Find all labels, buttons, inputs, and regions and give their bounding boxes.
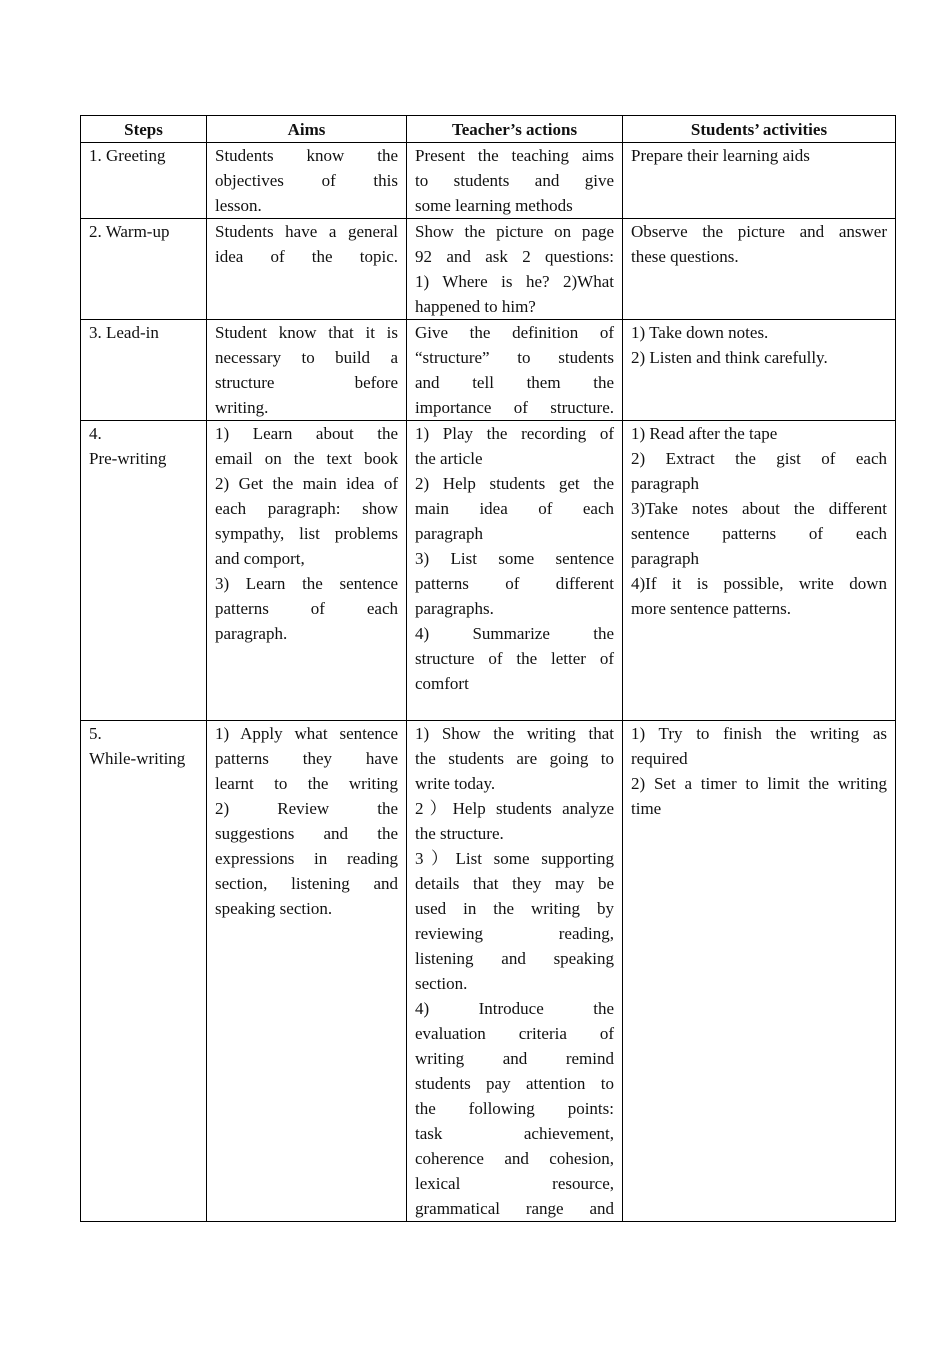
teacher-line: coherence and cohesion, xyxy=(415,1149,614,1168)
teacher-line: 2) Help students get the xyxy=(415,474,614,493)
students-cell xyxy=(623,143,896,219)
aims-line: 2) Review the xyxy=(215,799,398,818)
aims-line: each paragraph: show xyxy=(215,499,398,518)
teacher-line: Present the teaching aims xyxy=(415,146,614,165)
students-line: sentence patterns of each xyxy=(631,524,887,543)
aims-line: learnt to the writing xyxy=(215,774,398,793)
aims-line: 1) Learn about the xyxy=(215,424,398,443)
teacher-line: paragraph xyxy=(415,524,483,543)
aims-line: email on the text book xyxy=(215,449,398,468)
students-line: Prepare their learning aids xyxy=(631,146,810,165)
students-line: 1) Try to finish the writing as xyxy=(631,724,887,743)
students-line: more sentence patterns. xyxy=(631,599,792,618)
aims-line: Students have a general xyxy=(215,222,398,241)
teacher-line: listening and speaking xyxy=(415,949,614,968)
aims-cell xyxy=(207,320,407,421)
teacher-line: and tell them the xyxy=(415,373,614,392)
teacher-line: used in the writing by xyxy=(415,899,614,918)
teacher-line: evaluation criteria of xyxy=(415,1024,614,1043)
aims-line: Students know the xyxy=(215,146,398,165)
step-line: 5. xyxy=(89,724,102,743)
teacher-line: the following points: xyxy=(415,1099,614,1118)
teacher-cell xyxy=(407,421,623,721)
students-cell xyxy=(623,219,896,320)
header-teacher-actions: Teacher’s actions xyxy=(407,116,623,143)
teacher-line: the structure. xyxy=(415,824,504,843)
aims-line: lesson. xyxy=(215,196,262,215)
aims-line: writing. xyxy=(215,398,269,417)
teacher-line: 1) Show the writing that xyxy=(415,724,614,743)
students-line: 2) Extract the gist of each xyxy=(631,449,887,468)
teacher-cell xyxy=(407,219,623,320)
aims-line: necessary to build a xyxy=(215,348,398,367)
teacher-line: importance of structure. xyxy=(415,398,614,417)
students-line: required xyxy=(631,749,688,768)
step-line: 4. xyxy=(89,424,102,443)
teacher-line: the article xyxy=(415,449,483,468)
teacher-line: Give the definition of xyxy=(415,323,614,342)
aims-line: Student know that it is xyxy=(215,323,398,342)
aims-line: 1) Apply what sentence xyxy=(215,724,398,743)
teacher-line: writing and remind xyxy=(415,1049,614,1068)
teacher-line: 3）List some supporting xyxy=(415,849,614,868)
aims-line: 2) Get the main idea of xyxy=(215,474,398,493)
teacher-line: 2）Help students analyze xyxy=(415,799,614,818)
aims-line: patterns of each xyxy=(215,599,398,618)
teacher-line: write today. xyxy=(415,774,496,793)
table-row xyxy=(81,421,896,721)
step-line: While-writing xyxy=(89,749,186,768)
aims-line: idea of the topic. xyxy=(215,247,398,266)
teacher-line: patterns of different xyxy=(415,574,614,593)
lesson-plan-table xyxy=(80,115,896,1222)
aims-line: expressions in reading xyxy=(215,849,398,868)
step-line: 3. Lead-in xyxy=(89,323,159,342)
teacher-line: lexical resource, xyxy=(415,1174,614,1193)
teacher-line: happened to him? xyxy=(415,297,536,316)
aims-line: speaking section. xyxy=(215,899,333,918)
teacher-line: 3) List some sentence xyxy=(415,549,614,568)
students-cell xyxy=(623,320,896,421)
students-line: 3)Take notes about the different xyxy=(631,499,887,518)
students-line: paragraph xyxy=(631,549,699,568)
teacher-line: 1) Where is he? 2)What xyxy=(415,272,614,291)
teacher-line: 4) Summarize the xyxy=(415,624,614,643)
aims-line: structure before xyxy=(215,373,398,392)
teacher-line: the students are going to xyxy=(415,749,614,768)
teacher-cell xyxy=(407,320,623,421)
aims-line: suggestions and the xyxy=(215,824,398,843)
table-row xyxy=(81,219,896,320)
step-line: Pre-writing xyxy=(89,449,167,468)
table-row xyxy=(81,320,896,421)
teacher-line: reviewing reading, xyxy=(415,924,614,943)
teacher-line: 92 and ask 2 questions: xyxy=(415,247,614,266)
table-row xyxy=(81,143,896,219)
aims-line: sympathy, list problems xyxy=(215,524,398,543)
students-line: these questions. xyxy=(631,247,739,266)
header-aims: Aims xyxy=(207,116,407,143)
students-cell xyxy=(623,721,896,1222)
students-line: 4)If it is possible, write down xyxy=(631,574,887,593)
aims-cell xyxy=(207,219,407,320)
aims-line: and comport, xyxy=(215,549,305,568)
teacher-line: main idea of each xyxy=(415,499,614,518)
teacher-cell xyxy=(407,143,623,219)
aims-line: 3) Learn the sentence xyxy=(215,574,398,593)
step-cell xyxy=(81,143,207,219)
students-line: 1) Read after the tape xyxy=(631,424,778,443)
teacher-line: students pay attention to xyxy=(415,1074,614,1093)
teacher-line: some learning methods xyxy=(415,196,573,215)
table-row xyxy=(81,721,896,1222)
header-steps: Steps xyxy=(81,116,207,143)
teacher-line: task achievement, xyxy=(415,1124,614,1143)
students-line: 2) Listen and think carefully. xyxy=(631,348,828,367)
students-line: paragraph xyxy=(631,474,699,493)
students-cell xyxy=(623,421,896,721)
teacher-line: comfort xyxy=(415,674,469,693)
teacher-line: details that they may be xyxy=(415,874,614,893)
teacher-line: structure of the letter of xyxy=(415,649,614,668)
step-cell xyxy=(81,219,207,320)
students-line: 2) Set a timer to limit the writing xyxy=(631,774,887,793)
aims-cell xyxy=(207,143,407,219)
teacher-line: 1) Play the recording of xyxy=(415,424,614,443)
students-line: Observe the picture and answer xyxy=(631,222,887,241)
students-line: time xyxy=(631,799,662,818)
step-cell xyxy=(81,320,207,421)
teacher-cell xyxy=(407,721,623,1222)
step-cell xyxy=(81,721,207,1222)
teacher-line: Show the picture on page xyxy=(415,222,614,241)
teacher-line: paragraphs. xyxy=(415,599,494,618)
teacher-line: “structure” to students xyxy=(415,348,614,367)
aims-line: section, listening and xyxy=(215,874,398,893)
header-row xyxy=(81,116,896,143)
aims-line: patterns they have xyxy=(215,749,398,768)
step-cell xyxy=(81,421,207,721)
step-line: 2. Warm-up xyxy=(89,222,170,241)
teacher-line: to students and give xyxy=(415,171,614,190)
students-line: 1) Take down notes. xyxy=(631,323,769,342)
header-students-activities: Students’ activities xyxy=(623,116,896,143)
step-line: 1. Greeting xyxy=(89,146,166,165)
aims-line: objectives of this xyxy=(215,171,398,190)
aims-line: paragraph. xyxy=(215,624,288,643)
teacher-line: 4) Introduce the xyxy=(415,999,614,1018)
aims-cell xyxy=(207,421,407,721)
teacher-line: grammatical range and xyxy=(415,1199,614,1218)
table-body xyxy=(81,143,896,1222)
teacher-line: section. xyxy=(415,974,468,993)
aims-cell xyxy=(207,721,407,1222)
